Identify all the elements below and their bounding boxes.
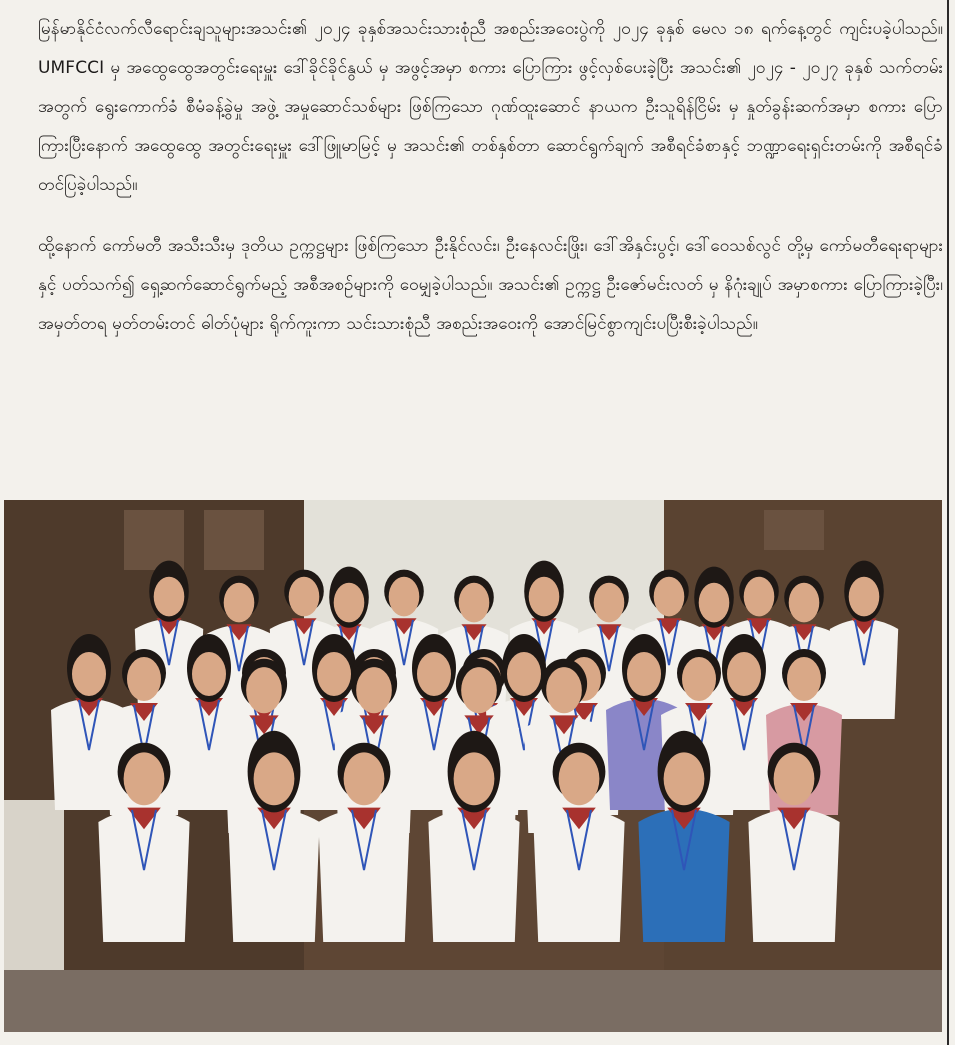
page-border — [947, 0, 949, 1045]
group-photo — [4, 500, 942, 1032]
paragraph-1: မြန်မာနိုင်ငံလက်လီရောင်းချသူများအသင်း၏ ၂၀၂၄ ခုနှစ်အသင်းသားစုံညီ အစည်းအဝေးပွဲကို ၂၀၂၄ ခုနှစ် မေလ ၁၈ ရက်နေ့တွင် ကျင်းပခဲ့ပါသည်။ UMFCCI မှ အထွေထွေအတွင်းရေးမှူး ဒေါ်ခိုင်ခိုင်နွယ် မှ အဖွင့်အမှာ စကား ပြောကြား ဖွင့်လှစ်ပေးခဲ့ပြီး အသင်း၏ ၂၀၂၄ - ၂၀၂၇ ခုနှစ် သက်တမ်းအတွက် ရွေးကောက်ခံ စီမံခန့်ခွဲမှု အဖွဲ့ အမှုဆောင်သစ်များ ဖြစ်ကြသော ဂုဏ်ထူးဆောင် နာယက ဦးသူရိန်ငြိမ်း မှ နှုတ်ခွန်းဆက်အမှာ စကား ပြောကြားပြီးနောက် အထွေထွေ အတွင်းရေးမှူး ဒေါ်ဖြူမာမြင့် မှ အသင်း၏ တစ်နှစ်တာ ဆောင်ရွက်ချက် အစီရင်ခံစာနှင့် ဘဏ္ဍာရေးရှင်းတမ်းကို အစီရင်ခံ တင်ပြခဲ့ပါသည်။ — [38, 19, 943, 195]
group-photo-illustration — [4, 500, 942, 1032]
paragraph-2: ထို့နောက် ကော်မတီ အသီးသီးမှ ဒုတိယ ဥက္ကဋ္ဌများ ဖြစ်ကြသော ဦးနိုင်လင်း၊ ဦးနေလင်းဖြိုး၊ ဒေါ်အိနှင်းပွင့်၊ ဒေါ်ဝေသစ်လွင် တို့မှ ကော်မတီရေးရာများနှင့် ပတ်သက်၍ ရှေ့ဆက်ဆောင်ရွက်မည့် အစီအစဉ်များကို ဝေမျှခဲ့ပါသည်။ အသင်း၏ ဥက္ကဋ္ဌ ဦးဇော်မင်းလတ် မှ နိဂုံးချုပ် အမှာစကား ပြောကြားခဲ့ပြီး၊ အမှတ်တရ မှတ်တမ်းတင် ဓါတ်ပုံများ ရိုက်ကူးကာ သင်းသားစုံညီ အစည်းအဝေးကို အောင်မြင်စွာကျင်းပပြီးစီးခဲ့ပါသည်။ — [38, 236, 943, 334]
article-text — [38, 10, 943, 344]
